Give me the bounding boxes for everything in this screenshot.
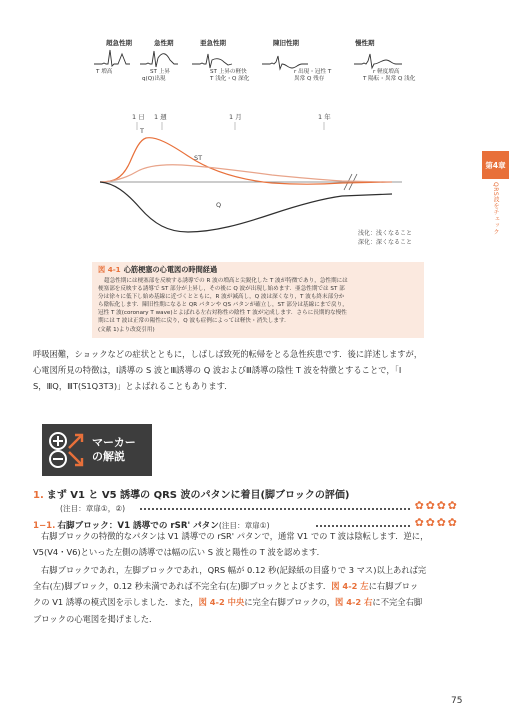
section-title: まず V1 と V5 誘導の QRS 波のパタンに着目(脚ブロックの評価) [46, 490, 350, 501]
caption-title-text: 心筋梗塞の心電図の時間経過 [123, 265, 218, 274]
phase-note: r 軽度増高 T 陽転・異常 Q 浅化 [363, 69, 416, 83]
body-paragraph [33, 562, 465, 627]
leader-dots [140, 508, 410, 510]
intro-line: 心電図所見の特徴は，Ⅰ誘導の S 波とⅢ誘導の Q 波およびⅢ誘導の陰性 T 波を特徴とすることで，「Ⅰ [33, 365, 402, 376]
body-line: 右脚ブロックの特徴的なパタンは V1 誘導での rSR' パタンで，通常 V1 での T 波は陰転します．逆に， [41, 531, 429, 541]
flower-icon: ✿ [436, 499, 447, 512]
caption-line: 超急性期には梗塞部を反映する誘導での R 波の増高と尖鋭化した T 波が特徴であり，急性期には [104, 278, 348, 284]
phase-label: 急性期 [154, 39, 174, 47]
phase-label: 陳旧性期 [273, 39, 299, 47]
importance-rating [414, 499, 458, 512]
caption-line: 梗塞部を反映する誘導で ST 部分が上昇し，その後に Q 波が出現し始めます．亜急性期では ST 部 [98, 286, 345, 293]
figure-reference: 図 4-2 左 [331, 581, 369, 592]
phase-label: 超急性期 [106, 39, 132, 47]
section-note: (注目：章扉①，②) [60, 504, 126, 513]
body-line: 右脚ブロックであれ，左脚ブロックであれ，QRS 幅が 0.12 秒(記録紙の目盛りで 3 マス)以上あれば完 [41, 565, 427, 575]
figure-reference: 図 4-2 右 [335, 597, 373, 608]
phase-note: r 出現・冠性 T 異常 Q 残存 [294, 69, 332, 83]
phase-note: T 増高 [96, 69, 113, 75]
flower-icon: ✿ [447, 516, 458, 529]
q-curve-label: Q [216, 201, 222, 209]
time-label: 1 週 [154, 113, 167, 121]
section-number: 1. [33, 490, 44, 501]
intro-paragraph [33, 346, 463, 395]
caption-title [98, 265, 418, 275]
page-number: 75 [451, 696, 463, 706]
body-line: 全右(左)脚ブロック，0.12 秒未満であれば不完全右(左)脚ブロックとよびます．図 4-2 左に右脚ブロッ [33, 581, 419, 592]
intro-line: S，ⅢQ，ⅢT(S1Q3T3)」とよばれることもあります． [33, 381, 233, 392]
marker-banner [42, 424, 152, 476]
subsection-title: 右脚ブロック：V1 誘導での rSR' パタン [57, 521, 219, 531]
phase-note: ST 上昇 q(Q)出現 [142, 69, 170, 83]
legend-note: 深化：深くなること [358, 239, 413, 246]
caption-line: ら陰転化します．陳旧性期になると QR パタンや QS パタンが確立し，ST 部分は基線にまで戻り， [98, 302, 348, 309]
leader-dots [316, 525, 410, 527]
caption-line: 分は徐々に低下し始め基線に近づくとともに，R 波が減高し，Q 波は深くなり，T 波も終末部分か [98, 294, 345, 301]
ecg-phase-strip [92, 38, 416, 98]
time-label: 1 年 [318, 113, 331, 121]
legend-note: 浅化：浅くなること [358, 230, 413, 237]
time-label: 1 日 [132, 113, 145, 121]
flower-icon: ✿ [425, 499, 436, 512]
flower-icon: ✿ [436, 516, 447, 529]
body-line: V5(V4・V6)といった左側の誘導では幅の広い S 波と陽性の T 波を認めます． [33, 547, 325, 558]
t-wave-curve [100, 138, 392, 184]
plus-minus-icon [47, 430, 85, 470]
body-paragraph [33, 528, 465, 560]
subsection-number: 1−1. [33, 521, 56, 531]
marker-title: マーカー の解説 [92, 436, 136, 463]
intro-line: 呼吸困難，ショックなどの症状とともに，しばしば致死的転帰をとる急性疾患です．後に詳述しますが， [33, 349, 423, 359]
figure-reference: 図 4-2 中央 [198, 597, 245, 608]
caption-line: (文献 1)より改変引用) [98, 326, 155, 333]
caption-body [98, 277, 418, 334]
q-wave-curve [100, 182, 392, 232]
section-heading [33, 486, 349, 501]
phase-label: 亜急性期 [200, 39, 226, 47]
caption-line: 冠性 T 波(coronary T wave)とよばれる左右対称性の陰性 T 波が完成します．さらに長期的な慢性 [98, 310, 347, 317]
body-line: ブロックの心電図を掲げました． [33, 613, 158, 624]
chapter-tab: 第4章 [482, 151, 509, 179]
chapter-side-label: QRS波をチェック [492, 182, 499, 236]
body-line: クの V1 誘導の模式図を示しました．また，図 4-2 中央に完全右脚ブロックの，図 4-2 右に不完全右脚 [33, 597, 423, 608]
flower-icon: ✿ [425, 516, 436, 529]
st-curve-label: ST [194, 154, 203, 162]
time-label: 1 月 [229, 113, 242, 121]
t-curve-label: T [140, 127, 144, 135]
flower-icon: ✿ [414, 516, 425, 529]
figure-caption [92, 262, 424, 338]
figure-number: 図 4-1 [98, 265, 121, 274]
subsection-note: (注目：章扉①) [218, 521, 270, 530]
flower-icon: ✿ [414, 499, 425, 512]
time-course-figure [92, 110, 412, 260]
phase-note: ST 上昇の軽快 T 浅化・Q 深化 [210, 69, 250, 83]
phase-label: 慢性期 [355, 39, 375, 47]
caption-line: 期には T 波は正常の陽性に戻り，Q 波も症例によっては軽快・消失します． [98, 318, 290, 325]
flower-icon: ✿ [447, 499, 458, 512]
